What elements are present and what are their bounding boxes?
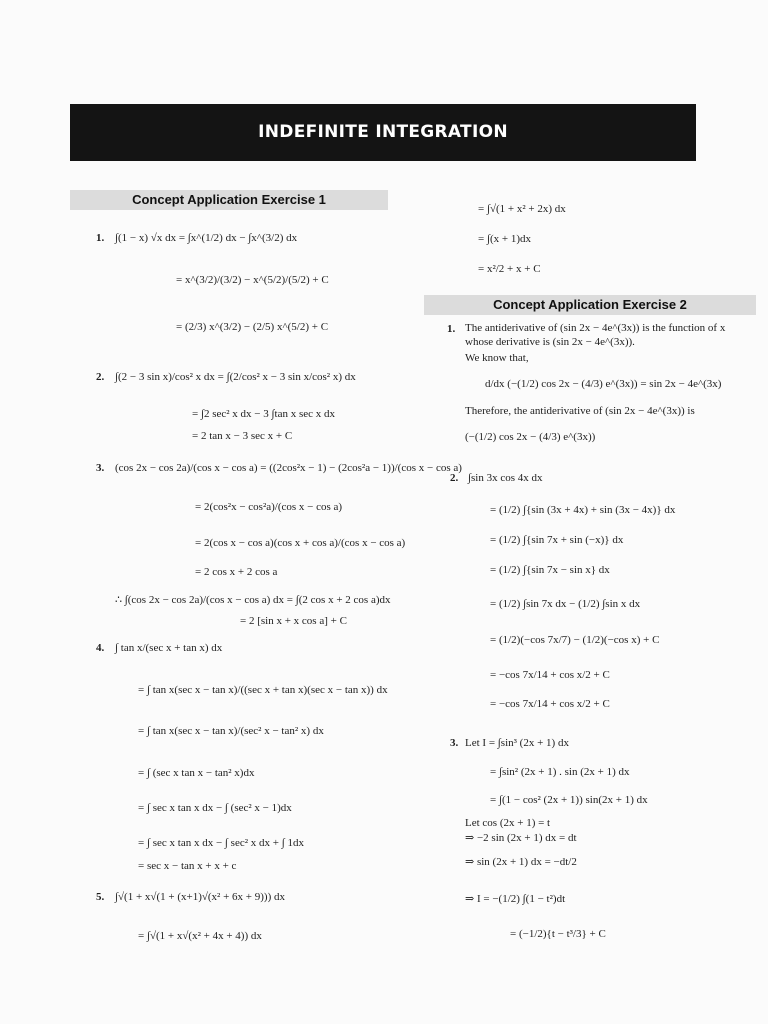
equation-line: = ∫(1 − cos² (2x + 1)) sin(2x + 1) dx [490, 794, 648, 806]
equation-line: ⇒ −2 sin (2x + 1) dx = dt [465, 832, 577, 844]
equation-line: = ∫sin² (2x + 1) . sin (2x + 1) dx [490, 766, 630, 778]
equation-line: = (1/2) ∫{sin 7x − sin x} dx [490, 564, 610, 576]
equation-line: = ∫ sec x tan x dx − ∫ sec² x dx + ∫ 1dx [138, 837, 304, 849]
equation-line: = 2 [sin x + x cos a] + C [240, 615, 347, 627]
text-line: We know that, [465, 352, 529, 364]
equation-line: = −cos 7x/14 + cos x/2 + C [490, 669, 610, 681]
question-number: 3. [450, 737, 459, 749]
equation-line: = 2(cos²x − cos²a)/(cos x − cos a) [195, 501, 343, 513]
equation-line: ∫sin 3x cos 4x dx [468, 472, 543, 484]
question-number: 2. [450, 472, 459, 484]
equation-line: ∫(2 − 3 sin x)/cos² x dx = ∫(2/cos² x − 3 sin x/cos² x) dx [115, 371, 356, 383]
paragraph: The antiderivative of (sin 2x − 4e^(3x)) is the function of x whose derivative is (sin 2x − 4e^(3x)). [465, 322, 726, 348]
equation-line: = (1/2) ∫sin 7x dx − (1/2) ∫sin x dx [490, 598, 641, 610]
equation-line: ⇒ I = −(1/2) ∫(1 − t²)dt [465, 893, 566, 905]
equation-line: = (1/2) ∫{sin 7x + sin (−x)} dx [490, 534, 624, 546]
equation-line: = −cos 7x/14 + cos x/2 + C [490, 698, 610, 710]
equation-line: ∫ tan x/(sec x + tan x) dx [115, 642, 223, 654]
question-number: 4. [96, 642, 105, 654]
equation-line: = 2 tan x − 3 sec x + C [192, 430, 293, 442]
equation-line: = 2 cos x + 2 cos a [195, 566, 278, 578]
equation-line: = ∫√(1 + x² + 2x) dx [478, 203, 566, 215]
equation-line: = x²/2 + x + C [478, 263, 541, 275]
equation-line: = ∫ (sec x tan x − tan² x)dx [138, 767, 255, 779]
equation-line: = (−1/2){t − t³/3} + C [510, 928, 606, 940]
question-number: 3. [96, 462, 105, 474]
equation-line: d/dx (−(1/2) cos 2x − (4/3) e^(3x)) = sin 2x − 4e^(3x) [485, 378, 722, 390]
question-number: 1. [96, 232, 105, 244]
section-heading-exercise-1: Concept Application Exercise 1 [70, 190, 388, 210]
equation-line: ⇒ sin (2x + 1) dx = −dt/2 [465, 856, 577, 868]
equation-line: = (1/2)(−cos 7x/7) − (1/2)(−cos x) + C [490, 634, 660, 646]
header-banner [70, 104, 696, 161]
equation-line: ∫√(1 + x√(1 + (x+1)√(x² + 6x + 9))) dx [115, 891, 285, 903]
equation-line: = ∫ sec x tan x dx − ∫ (sec² x − 1)dx [138, 802, 292, 814]
equation-line: = x^(3/2)/(3/2) − x^(5/2)/(5/2) + C [176, 274, 329, 286]
equation-line: = 2(cos x − cos a)(cos x + cos a)/(cos x − cos a) [195, 537, 406, 549]
equation-line: = ∫(x + 1)dx [478, 233, 531, 245]
question-number: 5. [96, 891, 105, 903]
equation-line: = sec x − tan x + x + c [138, 860, 237, 872]
equation-line: = ∫ tan x(sec x − tan x)/(sec² x − tan² x) dx [138, 725, 324, 737]
question-number: 1. [447, 323, 456, 335]
equation-line: = ∫√(1 + x√(x² + 4x + 4)) dx [138, 930, 262, 942]
equation-line: = ∫2 sec² x dx − 3 ∫tan x sec x dx [192, 408, 336, 420]
text-line: Let cos (2x + 1) = t [465, 817, 551, 829]
text-line: Therefore, the antiderivative of (sin 2x − 4e^(3x)) is [465, 405, 695, 417]
equation-line: (−(1/2) cos 2x − (4/3) e^(3x)) [465, 431, 596, 443]
equation-line: = (2/3) x^(3/2) − (2/5) x^(5/2) + C [176, 321, 329, 333]
section-heading-exercise-2: Concept Application Exercise 2 [424, 295, 756, 315]
equation-line: Let I = ∫sin³ (2x + 1) dx [465, 737, 569, 749]
equation-line: = (1/2) ∫{sin (3x + 4x) + sin (3x − 4x)} dx [490, 504, 676, 516]
question-number: 2. [96, 371, 105, 383]
page-title: INDEFINITE INTEGRATION [258, 122, 508, 142]
equation-line: = ∫ tan x(sec x − tan x)/((sec x + tan x)(sec x − tan x)) dx [138, 684, 388, 696]
equation-line: (cos 2x − cos 2a)/(cos x − cos a) = ((2cos²x − 1) − (2cos²a − 1))/(cos x − cos a) [115, 462, 462, 474]
equation-line: ∫(1 − x) √x dx = ∫x^(1/2) dx − ∫x^(3/2) dx [115, 232, 298, 244]
equation-line: ∴ ∫(cos 2x − cos 2a)/(cos x − cos a) dx = ∫(2 cos x + 2 cos a)dx [115, 594, 391, 606]
